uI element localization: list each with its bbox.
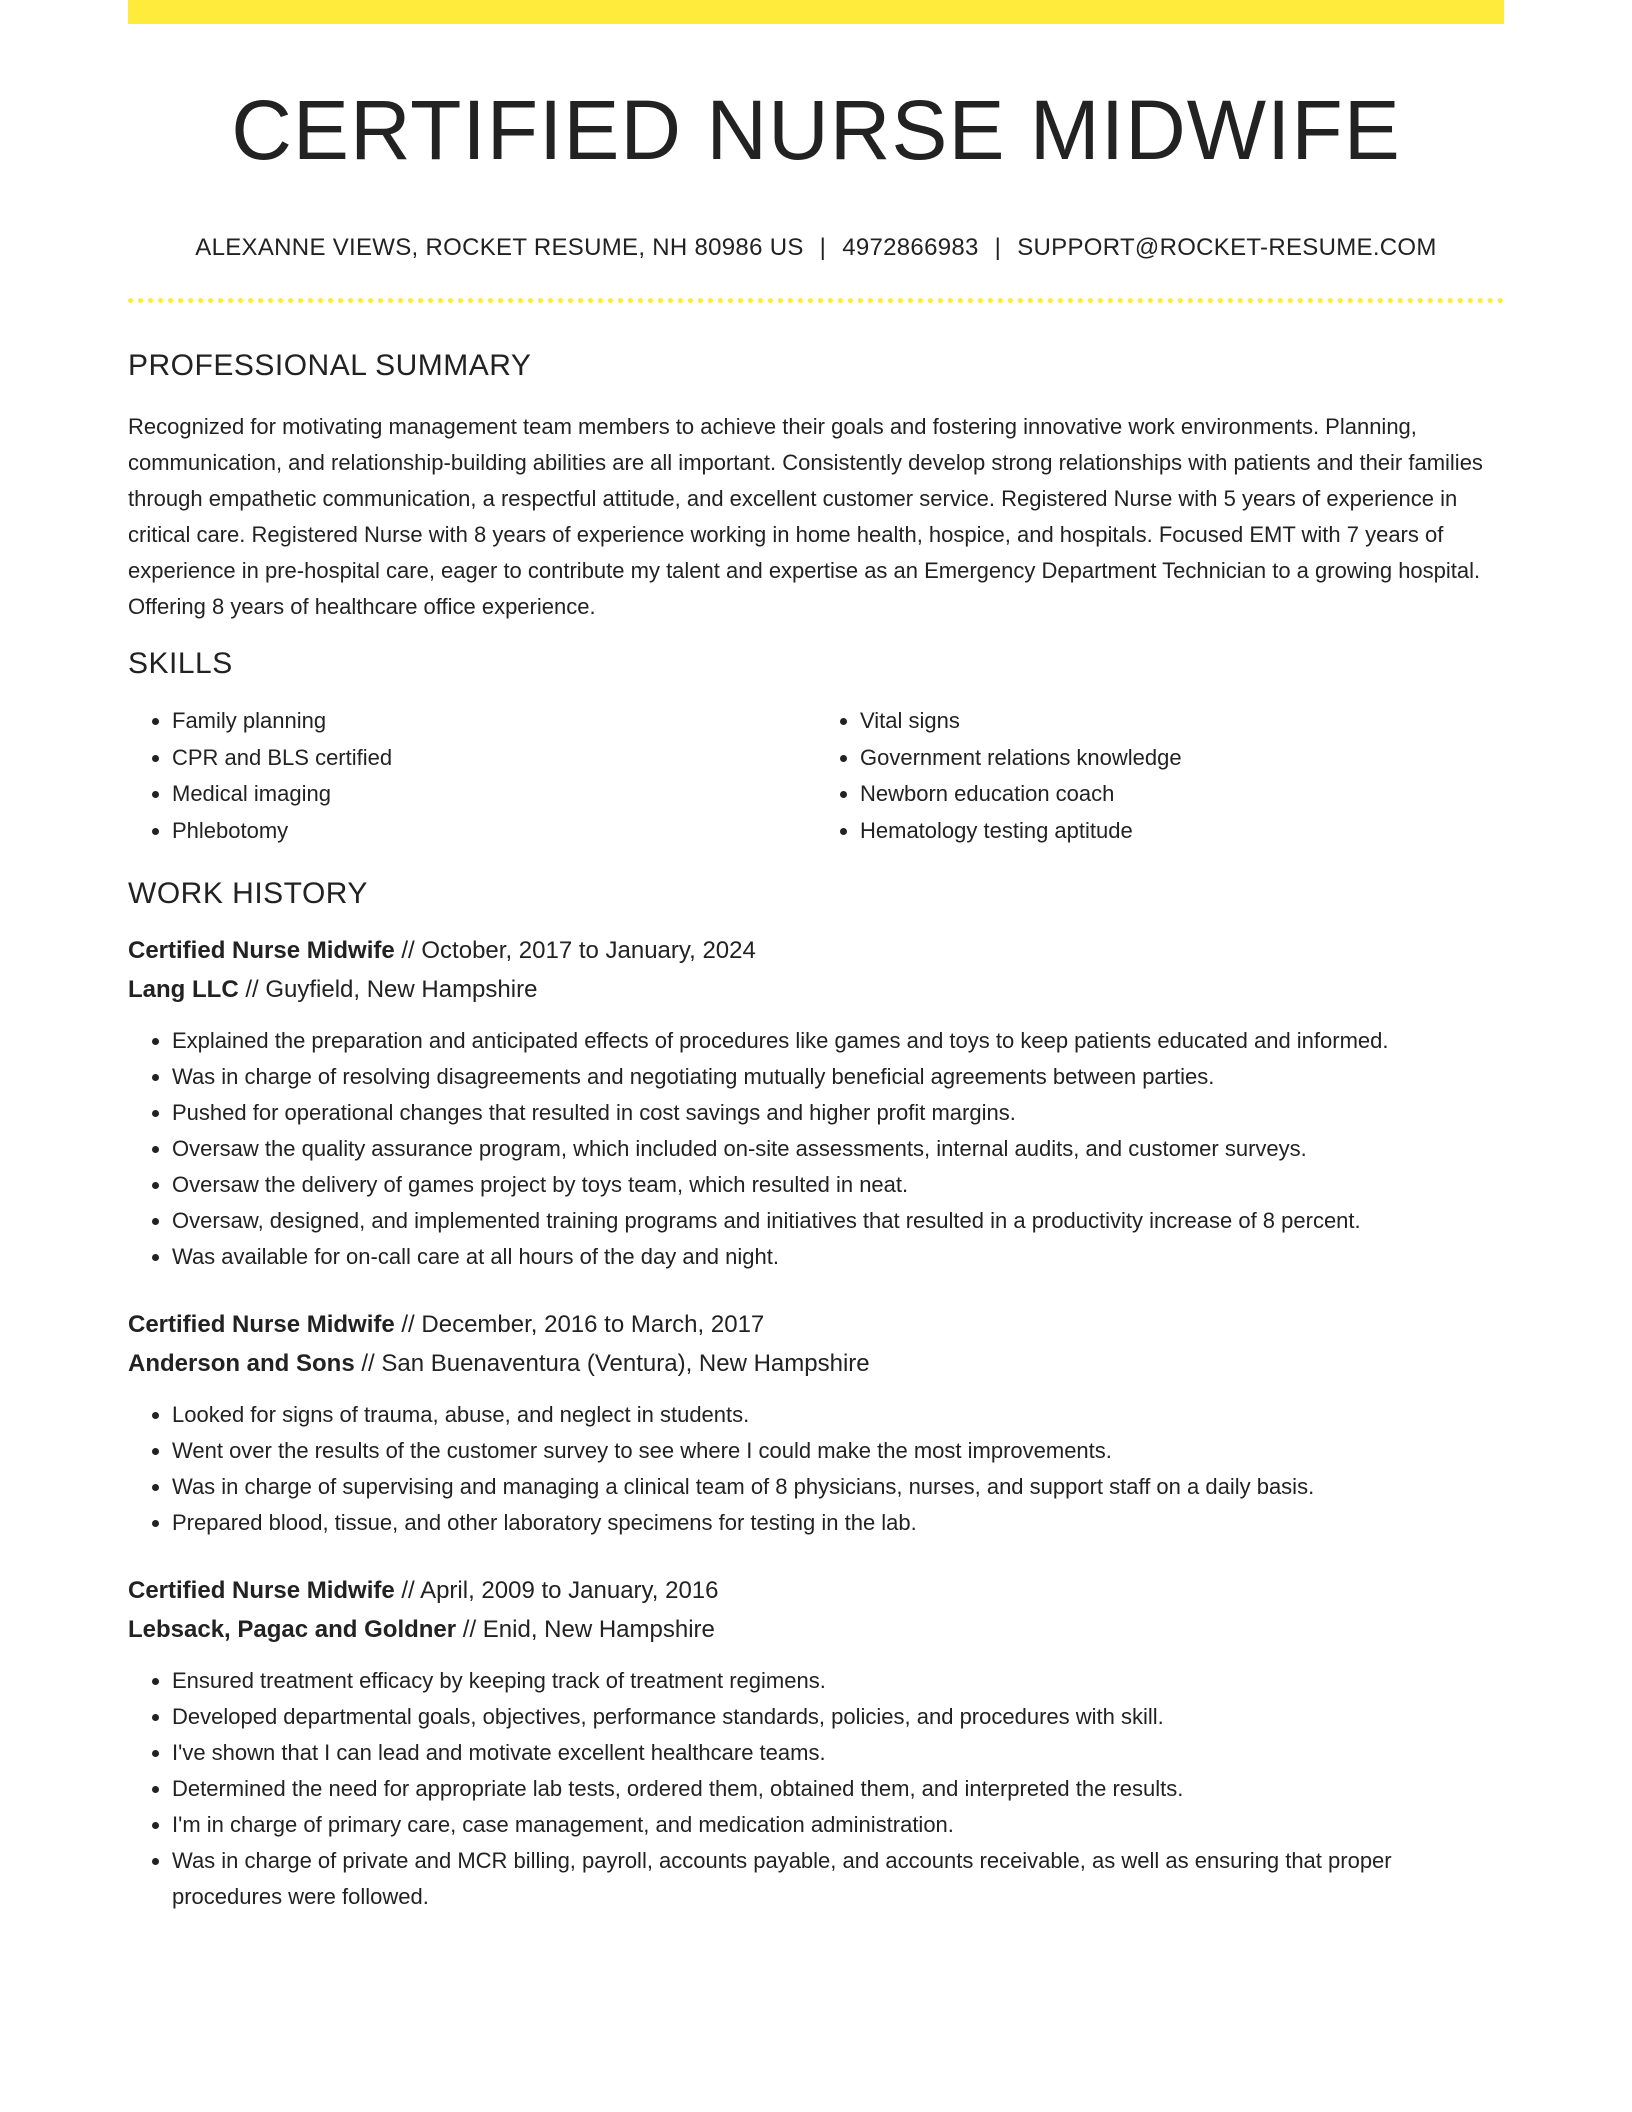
job-title: Certified Nurse Midwife [128, 1311, 395, 1339]
work-history [128, 931, 1504, 1915]
contact-address: ALEXANNE VIEWS, ROCKET RESUME, NH 80986 US [195, 234, 804, 262]
job-bullet: • Oversaw the quality assurance program, which included on-site assessments, internal audits, and customer surveys. [172, 1131, 1504, 1167]
skill-item: • Phlebotomy [172, 813, 816, 850]
job-company-line [128, 970, 1504, 1009]
contact-separator: | [819, 234, 827, 262]
job-dates: // April, 2009 to January, 2016 [394, 1577, 719, 1605]
job-bullet: • Developed departmental goals, objectives, performance standards, policies, and procedures with skill. [172, 1699, 1504, 1735]
job-bullet: • Explained the preparation and anticipated effects of procedures like games and toys to keep patients educated and informed. [172, 1023, 1504, 1059]
job-bullet: • Determined the need for appropriate lab tests, ordered them, obtained them, and interpreted the results. [172, 1771, 1504, 1807]
job-bullet: • Oversaw the delivery of games project by toys team, which resulted in neat. [172, 1167, 1504, 1203]
skill-item: • Vital signs [860, 703, 1504, 740]
resume-page [128, 0, 1504, 1915]
job-company-line [128, 1344, 1504, 1383]
skill-item: • Newborn education coach [860, 776, 1504, 813]
summary-heading: PROFESSIONAL SUMMARY [128, 349, 532, 383]
skills-list [128, 703, 1504, 849]
work-heading: WORK HISTORY [128, 877, 368, 911]
job-bullet: • Was in charge of resolving disagreements and negotiating mutually beneficial agreements between parties. [172, 1059, 1504, 1095]
contact-separator: | [994, 234, 1002, 262]
job-bullets [128, 1663, 1504, 1915]
skills-heading: SKILLS [128, 647, 233, 681]
job-location: // Enid, New Hampshire [456, 1616, 715, 1644]
job-company: Lebsack, Pagac and Goldner [128, 1616, 457, 1644]
accent-bar [128, 0, 1504, 24]
job-company-line [128, 1610, 1504, 1649]
job-bullets [128, 1397, 1504, 1541]
job-title: Certified Nurse Midwife [128, 1577, 395, 1605]
skills-column-left [128, 703, 816, 849]
contact-phone: 4972866983 [842, 234, 979, 262]
job-bullet: • Ensured treatment efficacy by keeping track of treatment regimens. [172, 1663, 1504, 1699]
contact-line [128, 234, 1504, 262]
job-bullet: • Prepared blood, tissue, and other laboratory specimens for testing in the lab. [172, 1505, 1504, 1541]
job-bullet: • I've shown that I can lead and motivate excellent healthcare teams. [172, 1735, 1504, 1771]
skill-item: • Hematology testing aptitude [860, 813, 1504, 850]
job-entry [128, 931, 1504, 1275]
job-entry [128, 1571, 1504, 1915]
job-company: Lang LLC [128, 976, 239, 1004]
job-title-line [128, 931, 1504, 970]
job-company: Anderson and Sons [128, 1350, 355, 1378]
skills-column-right [816, 703, 1504, 849]
job-bullet: • Oversaw, designed, and implemented training programs and initiatives that resulted in a productivity increase of 8 percent. [172, 1203, 1504, 1239]
job-bullet: • Was in charge of private and MCR billing, payroll, accounts payable, and accounts receivable, as well as ensuring that proper procedures were followed. [172, 1843, 1504, 1915]
job-bullet: • Looked for signs of trauma, abuse, and neglect in students. [172, 1397, 1504, 1433]
job-bullet: • Pushed for operational changes that resulted in cost savings and higher profit margins. [172, 1095, 1504, 1131]
skill-item: • Family planning [172, 703, 816, 740]
page-title: CERTIFIED NURSE MIDWIFE [231, 83, 1401, 177]
job-dates: // December, 2016 to March, 2017 [394, 1311, 765, 1339]
contact-email: SUPPORT@ROCKET-RESUME.COM [1017, 234, 1437, 262]
job-bullet: • Was in charge of supervising and managing a clinical team of 8 physicians, nurses, and support staff on a daily basis. [172, 1469, 1504, 1505]
job-title: Certified Nurse Midwife [128, 937, 395, 965]
job-location: // San Buenaventura (Ventura), New Hampshire [354, 1350, 870, 1378]
job-bullet: • I'm in charge of primary care, case management, and medication administration. [172, 1807, 1504, 1843]
summary-text: Recognized for motivating management team members to achieve their goals and fostering innovative work environments. Planning, communication, and relationship-building abilities are all important. Consistently develop strong relationships with patients and their families through empathetic communication, a respectful attitude, and excellent customer service. Registered Nurse with 5 years of experience in critical care. Registered Nurse with 8 years of experience working in home health, hospice, and hospitals. Focused EMT with 7 years of experience in pre-hospital care, eager to contribute my talent and expertise as an Emergency Department Technician to a growing hospital. Offering 8 years of healthcare office experience. [128, 414, 1483, 620]
skill-item: • CPR and BLS certified [172, 740, 816, 777]
job-bullet: • Was available for on-call care at all hours of the day and night. [172, 1239, 1504, 1275]
job-bullets [128, 1023, 1504, 1275]
skill-item: • Government relations knowledge [860, 740, 1504, 777]
job-dates: // October, 2017 to January, 2024 [394, 937, 756, 965]
job-title-line [128, 1305, 1504, 1344]
job-title-line [128, 1571, 1504, 1610]
job-bullet: • Went over the results of the customer survey to see where I could make the most improvements. [172, 1433, 1504, 1469]
dotted-divider [128, 298, 1504, 303]
job-entry [128, 1305, 1504, 1541]
job-location: // Guyfield, New Hampshire [238, 976, 538, 1004]
skill-item: • Medical imaging [172, 776, 816, 813]
